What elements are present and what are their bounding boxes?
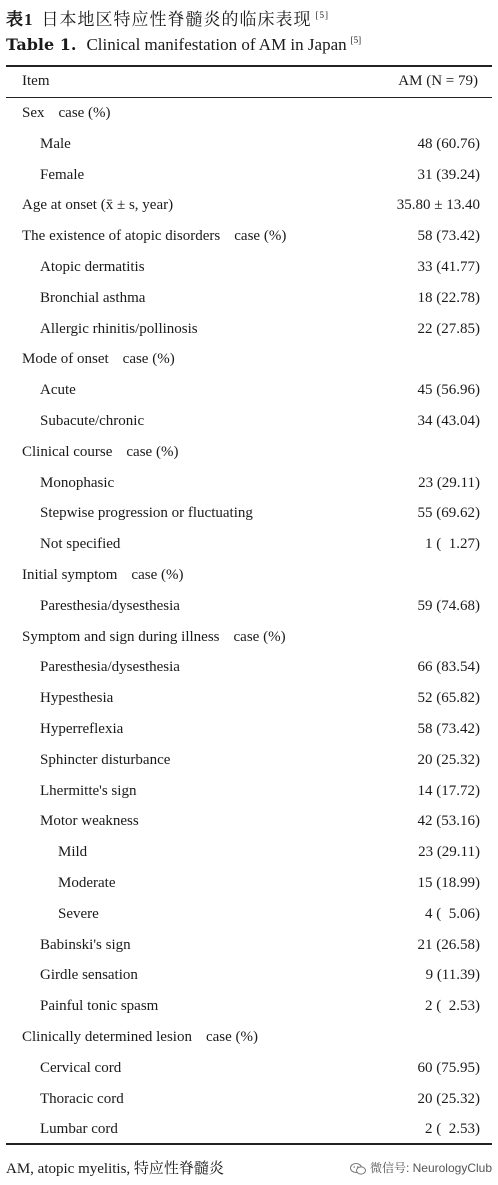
- row-label-text: Male: [40, 135, 71, 152]
- row-value: 21 (26.58): [417, 936, 480, 953]
- row-label: [22, 629, 286, 646]
- table-row: [6, 223, 492, 254]
- row-label-text: Motor weakness: [40, 813, 139, 830]
- row-value: 18 (22.78): [417, 289, 480, 306]
- row-value: 31 (39.24): [417, 166, 480, 183]
- row-label: [40, 998, 158, 1015]
- row-label: [40, 321, 198, 338]
- row-label: [40, 505, 253, 522]
- row-label: [40, 1091, 124, 1108]
- caption-label-en: Table 1.: [6, 35, 77, 54]
- table-row: [6, 685, 492, 716]
- row-label-text: Sphincter disturbance: [40, 751, 171, 768]
- table-row: [6, 285, 492, 316]
- table-row: [6, 162, 492, 193]
- row-value: 20 (25.32): [417, 751, 480, 768]
- row-label: [22, 351, 175, 368]
- table-header-rule: [6, 97, 492, 98]
- table-caption-english: [6, 35, 361, 55]
- row-label-text: Monophasic: [40, 474, 115, 491]
- table-row: [6, 408, 492, 439]
- row-label: [40, 783, 136, 800]
- caption-title-en: Clinical manifestation of AM in Japan: [86, 35, 347, 54]
- row-label: [40, 721, 123, 738]
- row-value: 60 (75.95): [417, 1059, 480, 1076]
- table-row: [6, 624, 492, 655]
- row-label-text: Allergic rhinitis/pollinosis: [40, 320, 198, 337]
- row-unit: case (%): [205, 1028, 259, 1045]
- row-label: [40, 598, 180, 615]
- row-value: 2 ( 2.53): [425, 1121, 480, 1138]
- row-label: [40, 475, 114, 492]
- table-row: [6, 654, 492, 685]
- row-label: [40, 1121, 118, 1138]
- watermark-text: 微信号: NeurologyClub: [369, 1161, 492, 1175]
- row-value: 14 (17.72): [417, 782, 480, 799]
- table-row: [6, 1086, 492, 1117]
- row-label-text: Severe: [58, 905, 99, 922]
- row-value: 23 (29.11): [418, 474, 480, 491]
- row-label-text: Clinical course: [22, 443, 113, 460]
- row-label-text: Lumbar cord: [40, 1121, 118, 1138]
- table-caption-chinese: [6, 5, 329, 30]
- row-label: [22, 105, 111, 122]
- table-row: [6, 962, 492, 993]
- row-label: [40, 752, 170, 769]
- table-row: [6, 562, 492, 593]
- row-label: [40, 413, 144, 430]
- table-footnote: AM, atopic myelitis, 特应性脊髓炎: [6, 1161, 224, 1177]
- table-body: [6, 100, 492, 1147]
- row-label-text: Acute: [40, 382, 76, 399]
- table-row: [6, 470, 492, 501]
- row-label-text: Initial symptom: [22, 566, 118, 583]
- row-value: 42 (53.16): [417, 813, 480, 830]
- row-value: 52 (65.82): [417, 690, 480, 707]
- table-row: [6, 808, 492, 839]
- watermark: [350, 1159, 492, 1176]
- row-value: 23 (29.11): [418, 844, 480, 861]
- row-value: 15 (18.99): [417, 874, 480, 891]
- row-label-text: Sex: [22, 105, 45, 121]
- row-label-text: Hyperreflexia: [40, 720, 124, 737]
- row-label: [40, 813, 139, 830]
- row-label: [22, 197, 173, 214]
- row-label: [58, 844, 87, 861]
- row-label-text: Lhermitte's sign: [40, 782, 137, 799]
- table-row: [6, 346, 492, 377]
- row-label: [40, 937, 131, 954]
- row-value: 58 (73.42): [417, 228, 480, 245]
- table-row: [6, 254, 492, 285]
- row-unit: case (%): [122, 351, 175, 368]
- table-row: [6, 747, 492, 778]
- row-label-text: Hypesthesia: [40, 690, 114, 707]
- row-label-text: Painful tonic spasm: [40, 998, 159, 1015]
- row-label: [22, 1029, 258, 1046]
- table-row: [6, 716, 492, 747]
- row-value: 1 ( 1.27): [425, 536, 480, 553]
- row-label: [40, 382, 76, 399]
- row-value: 66 (83.54): [417, 659, 480, 676]
- row-label-text: Girdle sensation: [40, 967, 138, 984]
- row-label: [22, 444, 178, 461]
- row-unit: case (%): [126, 443, 179, 460]
- row-label-text: Cervical cord: [40, 1059, 122, 1076]
- row-value: 59 (74.68): [417, 597, 480, 614]
- row-unit: case (%): [131, 566, 184, 583]
- row-label: [40, 167, 84, 184]
- header-value: AM (N = 79): [398, 73, 478, 89]
- header-item: Item: [22, 73, 50, 89]
- row-value: 22 (27.85): [417, 320, 480, 337]
- row-value: 4 ( 5.06): [425, 905, 480, 922]
- table-row: [6, 932, 492, 963]
- row-label-text: Mode of onset: [22, 351, 109, 368]
- table-row: [6, 1055, 492, 1086]
- table-row: [6, 839, 492, 870]
- table-row: [6, 500, 492, 531]
- row-label-text: Babinski's sign: [40, 936, 131, 953]
- table-row: [6, 778, 492, 809]
- row-label: [58, 906, 99, 923]
- table-row: [6, 1024, 492, 1055]
- row-label: [40, 659, 180, 676]
- table-row: [6, 439, 492, 470]
- row-label-text: Moderate: [58, 874, 116, 891]
- caption-ref-en: [5]: [350, 35, 362, 46]
- row-label-text: Age at onset (x̄ ± s, year): [22, 197, 174, 214]
- row-label: [40, 690, 113, 707]
- row-label: [40, 1060, 121, 1077]
- table-row: [6, 901, 492, 932]
- row-label-text: Clinically determined lesion: [22, 1028, 192, 1045]
- row-label-text: Thoracic cord: [40, 1090, 124, 1107]
- row-value: 55 (69.62): [417, 505, 480, 522]
- row-label: [58, 875, 115, 892]
- row-label-text: Subacute/chronic: [40, 412, 145, 429]
- table-row: [6, 131, 492, 162]
- table-row: [6, 870, 492, 901]
- row-label: [40, 136, 71, 153]
- row-value: 33 (41.77): [417, 258, 480, 275]
- caption-label-cn: 表1: [6, 10, 34, 29]
- table-row: [6, 993, 492, 1024]
- caption-ref-cn: [5]: [315, 10, 329, 21]
- row-value: 58 (73.42): [417, 720, 480, 737]
- row-unit: case (%): [58, 105, 111, 121]
- row-label: [22, 567, 183, 584]
- row-label: [22, 228, 286, 245]
- row-value: 45 (56.96): [417, 382, 480, 399]
- row-value: 48 (60.76): [417, 135, 480, 152]
- row-label-text: Not specified: [40, 536, 121, 553]
- row-value: 34 (43.04): [417, 412, 480, 429]
- row-value: 35.80 ± 13.40: [396, 197, 480, 214]
- row-label-text: Paresthesia/dysesthesia: [40, 659, 180, 676]
- table-top-rule: [6, 65, 492, 67]
- caption-title-cn: 日本地区特应性脊髓炎的临床表现: [41, 10, 312, 29]
- table-bottom-rule: [6, 1143, 492, 1145]
- table-row: [6, 100, 492, 131]
- row-label: [40, 290, 145, 307]
- row-label-text: Mild: [58, 844, 88, 861]
- row-value: 20 (25.32): [417, 1090, 480, 1107]
- table-row: [6, 531, 492, 562]
- table-row: [6, 593, 492, 624]
- table-row: [6, 316, 492, 347]
- row-unit: case (%): [233, 628, 286, 645]
- row-value: 9 (11.39): [425, 967, 480, 984]
- row-label: [40, 536, 120, 553]
- row-label-text: Paresthesia/dysesthesia: [40, 597, 180, 614]
- row-label-text: Bronchial asthma: [40, 289, 146, 306]
- row-label-text: Female: [40, 166, 85, 183]
- table-header: [6, 71, 492, 95]
- row-label: [40, 967, 138, 984]
- row-label-text: Symptom and sign during illness: [22, 628, 220, 645]
- wechat-icon: [350, 1163, 366, 1175]
- table-row: [6, 192, 492, 223]
- row-label-text: The existence of atopic disorders: [22, 228, 221, 245]
- row-unit: case (%): [234, 228, 287, 245]
- row-label-text: Atopic dermatitis: [40, 258, 145, 275]
- table-row: [6, 377, 492, 408]
- row-label: [40, 259, 145, 276]
- row-value: 2 ( 2.53): [425, 998, 480, 1015]
- row-label-text: Stepwise progression or fluctuating: [40, 505, 253, 522]
